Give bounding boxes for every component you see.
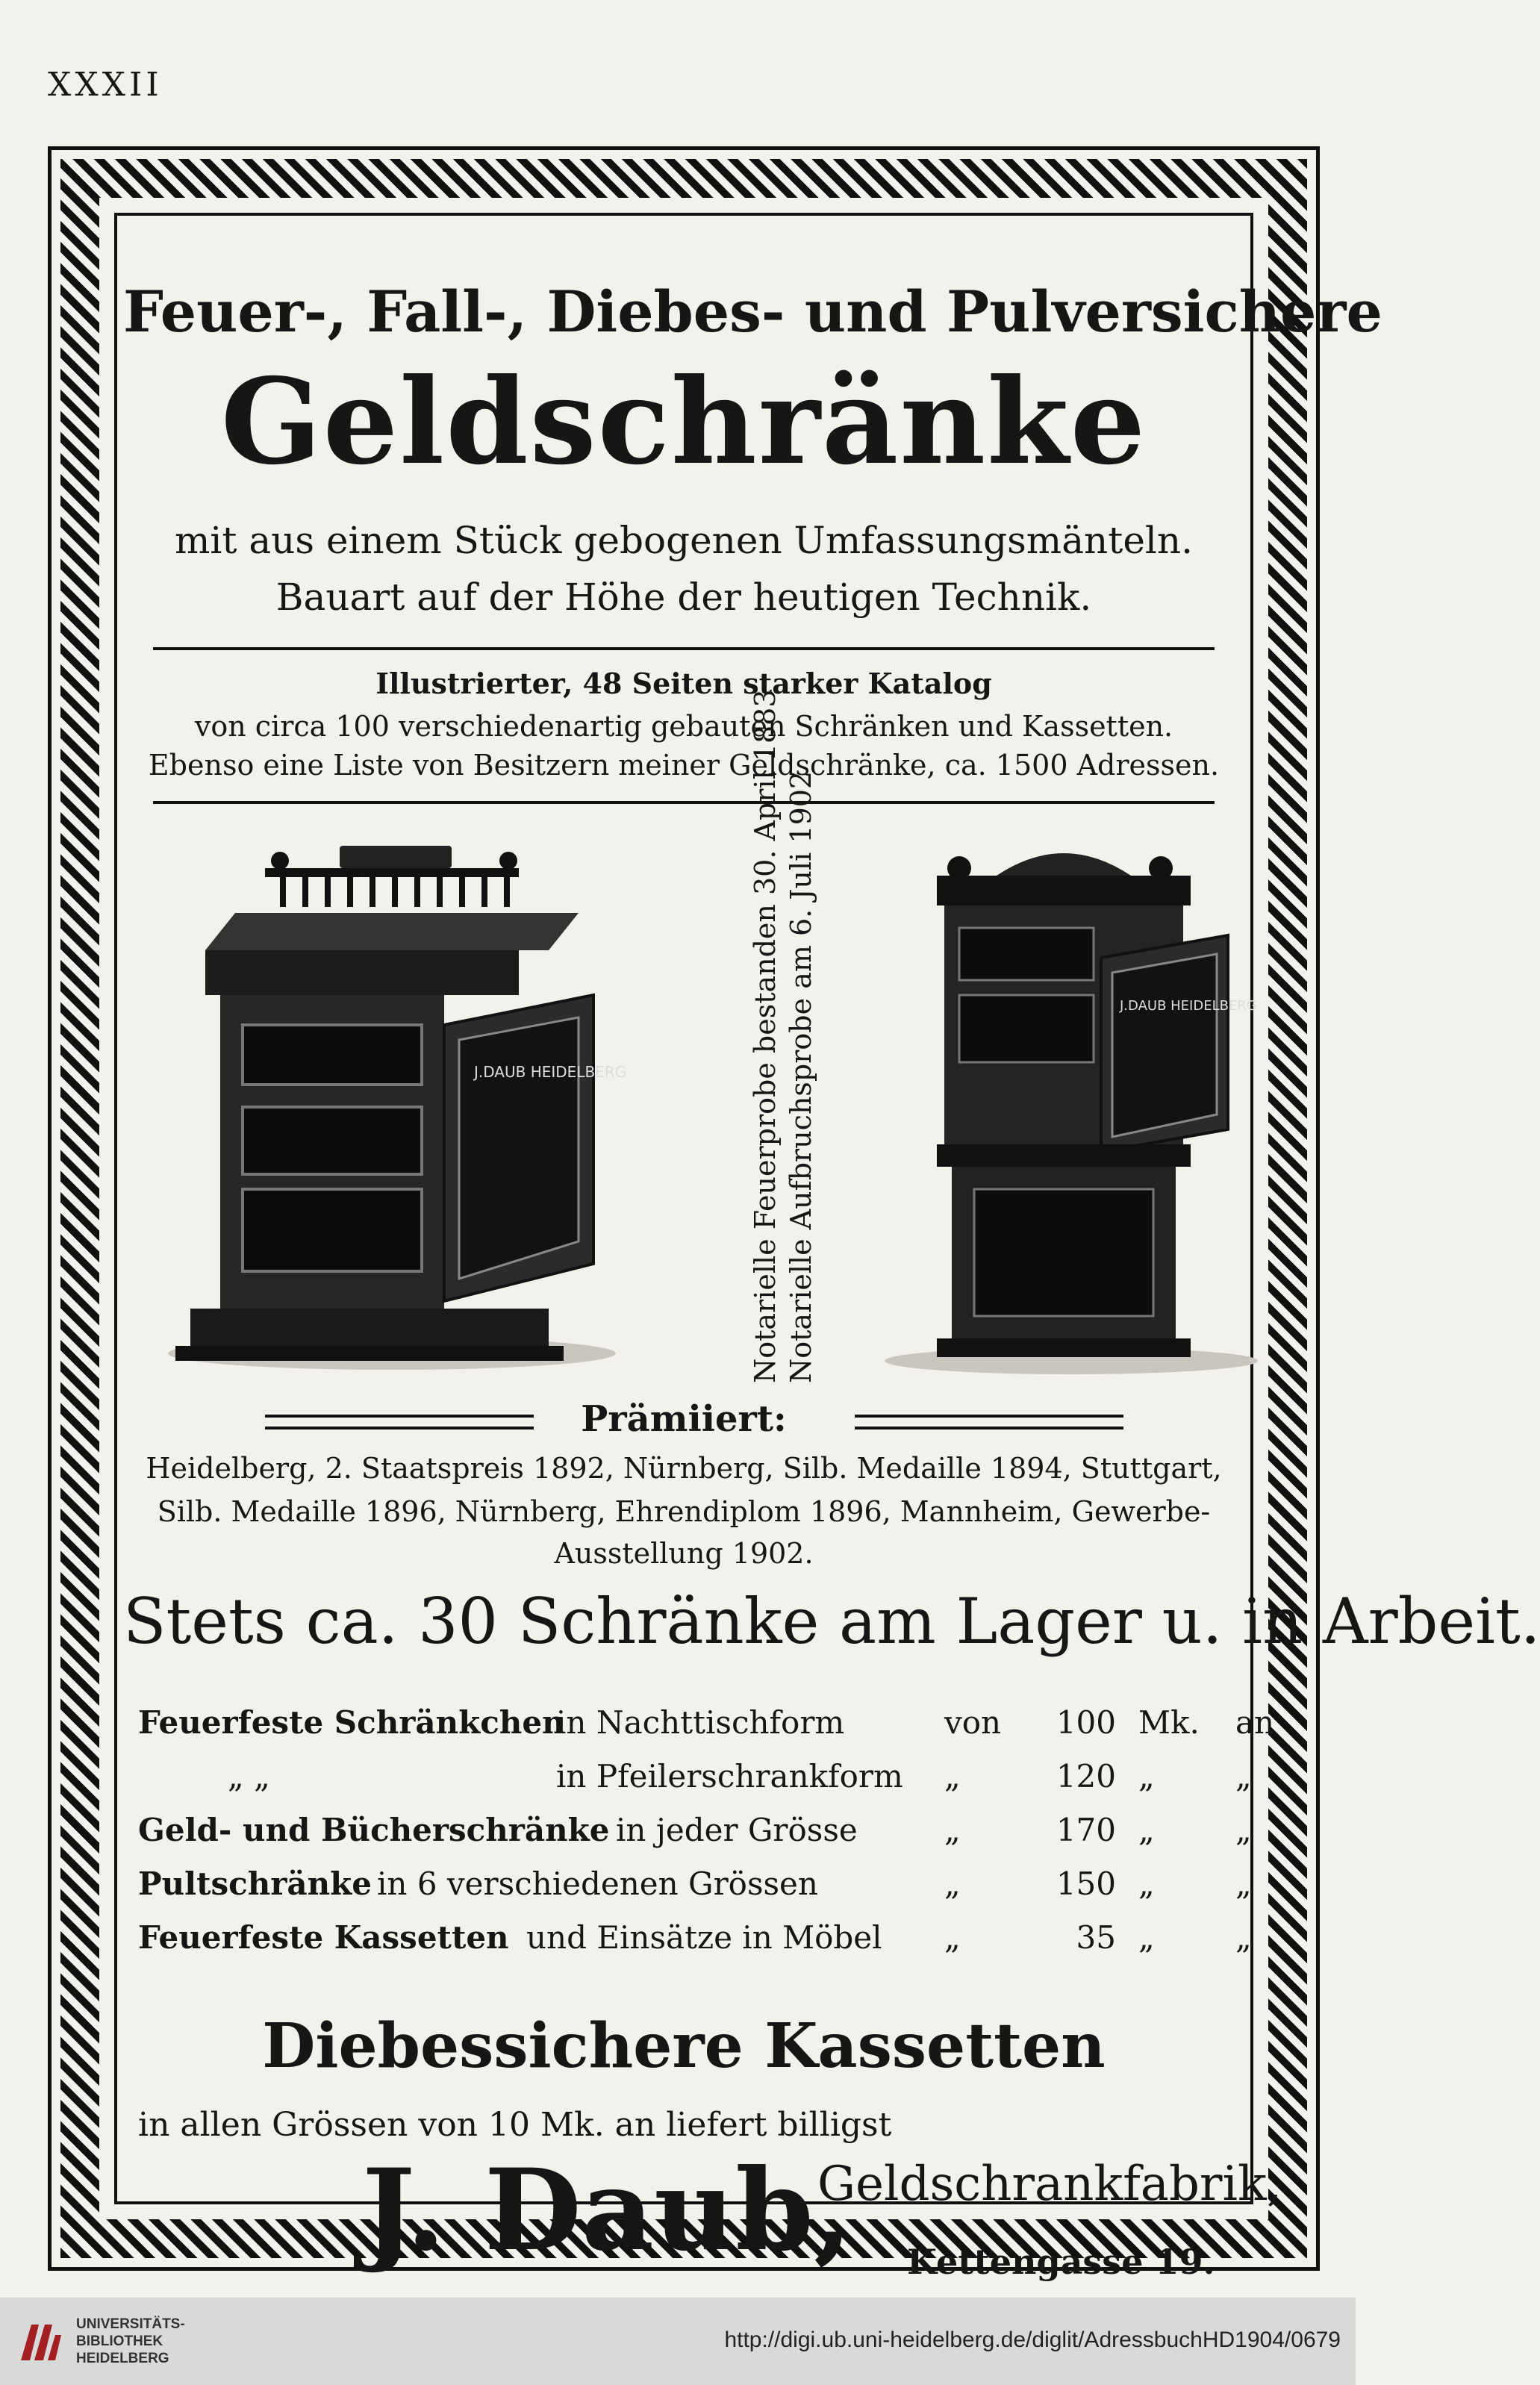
safe-label-left: J.DAUB HEIDELBERG <box>474 1063 627 1081</box>
price-item-currency: „ <box>1138 1865 1155 1902</box>
safe-illustration-left <box>160 838 638 1376</box>
vertical-text-break-test: Notarielle Aufbruchsprobe am 6. Juli 1902 <box>785 770 817 1383</box>
price-item-amount: 100 <box>1056 1704 1116 1741</box>
ad-content <box>123 219 1540 2282</box>
delivery-line: in allen Grössen von 10 Mk. an liefert billigst <box>138 2106 892 2144</box>
price-item-unit: von <box>944 1704 1002 1741</box>
price-item-unit: „ <box>944 1812 961 1848</box>
cashbox-title: Diebessichere Kassetten <box>262 2010 1106 2082</box>
price-item-suffix: „ <box>1235 1812 1252 1848</box>
brand-name: J. Daub, <box>362 2145 853 2276</box>
price-item-suffix: an <box>1235 1704 1275 1741</box>
vertical-text-fire-test: Notarielle Feuerprobe bestanden 30. April 1883 <box>749 689 782 1383</box>
catalog-line-2: Ebenso eine Liste von Besitzern meiner Geldschränke, ca. 1500 Adressen. <box>148 749 1220 782</box>
divider-bottom <box>153 801 1215 804</box>
price-row <box>138 1919 1252 1964</box>
price-item-desc: in Nachttischform <box>556 1704 845 1741</box>
page-number: XXXII <box>48 66 163 104</box>
price-item-amount: 170 <box>1056 1812 1116 1848</box>
price-item-amount: 150 <box>1056 1865 1116 1902</box>
price-item-amount: 35 <box>1076 1919 1116 1956</box>
price-item-unit: „ <box>944 1758 961 1795</box>
price-row <box>138 1812 1252 1856</box>
price-item-currency: Mk. <box>1138 1704 1200 1741</box>
library-name-line-2: BIBLIOTHEK <box>76 2333 163 2349</box>
ad-frame <box>48 146 1540 2282</box>
price-item-desc: in Pfeilerschrankform <box>556 1758 903 1795</box>
price-item-suffix: „ <box>1235 1865 1252 1902</box>
price-item-name: Geld- und Bücherschränke <box>138 1812 610 1848</box>
subheading-2: Bauart auf der Höhe der heutigen Technik. <box>275 576 1092 619</box>
catalog-line-1: von circa 100 verschiedenartig gebauten Schränken und Kassetten. <box>194 710 1173 743</box>
awards-line-1: Heidelberg, 2. Staatspreis 1892, Nürnberg, Silb. Medaille 1894, Stuttgart, <box>146 1452 1222 1485</box>
price-row <box>138 1865 1252 1910</box>
price-item-amount: 120 <box>1056 1758 1116 1795</box>
library-logo-icon <box>16 2317 64 2365</box>
library-name-line-1: UNIVERSITÄTS- <box>76 2316 185 2332</box>
price-item-unit: „ <box>944 1865 961 1902</box>
price-item-name: Pultschränke <box>138 1865 372 1902</box>
safe-illustration-right <box>877 831 1265 1376</box>
awards-line-2: Silb. Medaille 1896, Nürnberg, Ehrendiplom 1896, Mannheim, Gewerbe- <box>157 1495 1211 1528</box>
price-item-name: Feuerfeste Schränkchen <box>138 1704 565 1741</box>
source-url-link[interactable]: http://digi.ub.uni-heidelberg.de/diglit/AdressbuchHD1904/0679 <box>724 2328 1341 2352</box>
factory-label: Geldschrankfabrik, <box>817 2157 1282 2212</box>
price-item-desc: in 6 verschiedenen Grössen <box>377 1865 818 1902</box>
price-item-name: „ „ <box>228 1758 270 1795</box>
price-item-currency: „ <box>1138 1812 1155 1848</box>
awards-line-3: Ausstellung 1902. <box>554 1537 814 1570</box>
headline-main: Geldschränke <box>220 353 1147 491</box>
awards-header <box>123 1398 1244 1443</box>
address: Kettengasse 19. <box>907 2242 1215 2282</box>
divider-top <box>153 647 1215 650</box>
price-item-suffix: „ <box>1235 1758 1252 1795</box>
awards-rule-right <box>855 1415 1123 1430</box>
price-row <box>138 1704 1275 1749</box>
safe-label-right: J.DAUB HEIDELBERG <box>1120 998 1257 1014</box>
library-name <box>76 2316 185 2367</box>
headline-top: Feuer-, Fall-, Diebes- und Pulversichere <box>123 278 1382 345</box>
library-name-line-3: HEIDELBERG <box>76 2351 169 2366</box>
subheading-1: mit aus einem Stück gebogenen Umfassungsmänteln. <box>174 519 1193 562</box>
awards-title: Prämiiert: <box>581 1398 787 1440</box>
price-item-desc: und Einsätze in Möbel <box>526 1919 882 1956</box>
price-item-suffix: „ <box>1235 1919 1252 1956</box>
catalog-title: Illustrierter, 48 Seiten starker Katalog <box>375 667 992 700</box>
stock-line: Stets ca. 30 Schränke am Lager u. in Arbeit. <box>123 1585 1540 1658</box>
price-row <box>138 1758 1252 1803</box>
price-item-name: Feuerfeste Kassetten <box>138 1919 509 1956</box>
price-item-desc: in jeder Grösse <box>616 1812 858 1848</box>
footer-bar <box>0 2298 1356 2385</box>
price-item-currency: „ <box>1138 1919 1155 1956</box>
price-item-currency: „ <box>1138 1758 1155 1795</box>
price-item-unit: „ <box>944 1919 961 1956</box>
